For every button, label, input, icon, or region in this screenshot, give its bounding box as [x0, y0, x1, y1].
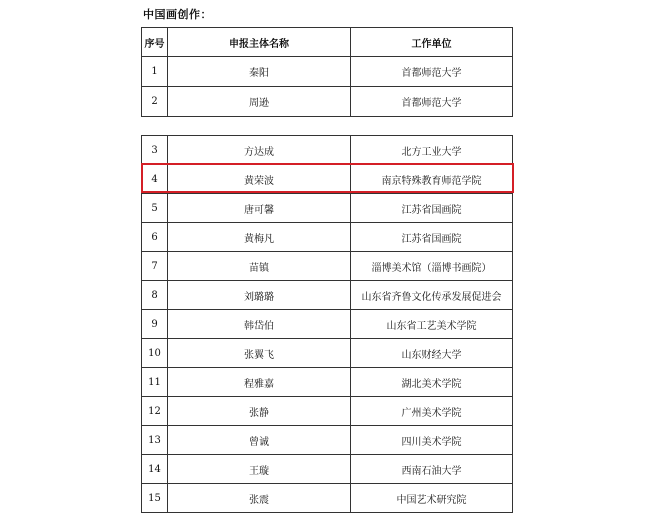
table-row: [142, 223, 513, 252]
table-row: [142, 281, 513, 310]
cell-no: 12: [142, 397, 168, 426]
table-row: [142, 310, 513, 339]
cell-unit: 北方工业大学: [351, 136, 513, 165]
cell-no: 14: [142, 455, 168, 484]
cell-unit: 西南石油大学: [351, 455, 513, 484]
cell-name: 张震: [168, 484, 351, 513]
cell-unit: 首都师范大学: [351, 57, 513, 87]
cell-unit: 山东省工艺美术学院: [351, 310, 513, 339]
table-row: [142, 136, 513, 165]
section-title: 中国画创作：: [143, 8, 212, 21]
cell-no: 6: [142, 223, 168, 252]
table-row: [142, 87, 513, 117]
table-row: [142, 57, 513, 87]
cell-name: 刘璐璐: [168, 281, 351, 310]
cell-name: 周逊: [168, 87, 351, 117]
table-row: [142, 368, 513, 397]
cell-name: 张翼飞: [168, 339, 351, 368]
cell-unit: 江苏省国画院: [351, 223, 513, 252]
cell-name: 唐可馨: [168, 194, 351, 223]
cell-unit: 淄博美术馆（淄博书画院）: [351, 252, 513, 281]
table-row: [142, 339, 513, 368]
cell-no: 9: [142, 310, 168, 339]
header-unit: 工作单位: [351, 28, 513, 57]
cell-no: 11: [142, 368, 168, 397]
cell-unit: 四川美术学院: [351, 426, 513, 455]
table-header-row: [142, 28, 513, 57]
cell-name: 方达成: [168, 136, 351, 165]
cell-no: 2: [142, 87, 168, 117]
cell-no: 13: [142, 426, 168, 455]
table-row: [142, 426, 513, 455]
cell-unit: 湖北美术学院: [351, 368, 513, 397]
cell-name: 黄梅凡: [168, 223, 351, 252]
cell-unit: 山东省齐鲁文化传承发展促进会: [351, 281, 513, 310]
table-row: [142, 397, 513, 426]
cell-name: 韩岱伯: [168, 310, 351, 339]
cell-no: 10: [142, 339, 168, 368]
header-no: 序号: [142, 28, 168, 57]
cell-name: 王璇: [168, 455, 351, 484]
cell-no: 8: [142, 281, 168, 310]
header-name: 申报主体名称: [168, 28, 351, 57]
table-row-highlighted: [142, 165, 513, 194]
table-row: [142, 194, 513, 223]
cell-unit: 首都师范大学: [351, 87, 513, 117]
cell-no: 7: [142, 252, 168, 281]
cell-unit: 南京特殊教育师范学院: [351, 165, 513, 194]
cell-unit: 江苏省国画院: [351, 194, 513, 223]
cell-name: 程雅嘉: [168, 368, 351, 397]
cell-name: 张静: [168, 397, 351, 426]
cell-unit: 广州美术学院: [351, 397, 513, 426]
cell-no: 5: [142, 194, 168, 223]
cell-unit: 中国艺术研究院: [351, 484, 513, 513]
cell-no: 4: [142, 165, 168, 194]
cell-no: 1: [142, 57, 168, 87]
cell-name: 曾诚: [168, 426, 351, 455]
cell-name: 秦阳: [168, 57, 351, 87]
cell-unit: 山东财经大学: [351, 339, 513, 368]
table-row: [142, 484, 513, 513]
table-row: [142, 455, 513, 484]
awardee-table-part1: [141, 27, 513, 117]
table-row: [142, 252, 513, 281]
cell-name: 苗镇: [168, 252, 351, 281]
cell-name: 黄荣波: [168, 165, 351, 194]
cell-no: 15: [142, 484, 168, 513]
cell-no: 3: [142, 136, 168, 165]
awardee-table-part2: [141, 135, 513, 513]
